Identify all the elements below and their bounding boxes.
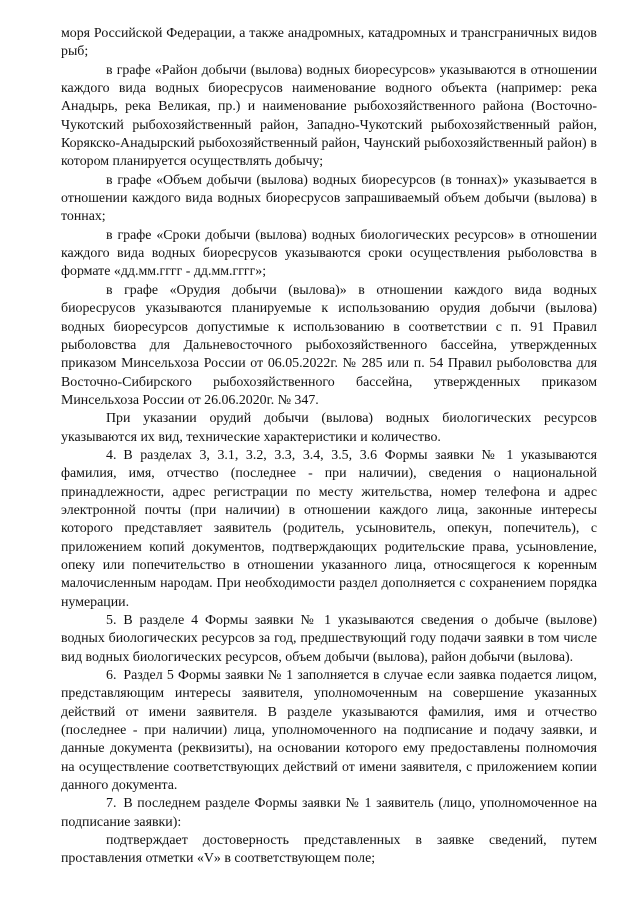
paragraph-district-column: в графе «Район добычи (вылова) водных биоресурсов» указываются в отношении каждого вида водных биоресрусов наименование водного объекта (например: река Анадырь, река Великая, пр.) и наименование рыбохозяйственного района (Восточно-Чукотский рыбохозяйственный район, Западно-Чукотский рыбохозяйственный район, Корякско-Анадырский рыбохозяйственный район, Чаунский рыбохозяйственный район) в котором планируется осуществлять добычу; [61, 62, 597, 170]
paragraph-item-6: 6. Раздел 5 Формы заявки № 1 заполняется в случае если заявка подается лицом, представляющим интересы заявителя, уполномоченным на совершение указанных действий от имени заявителя. В разделе указываются фамилия, имя и отчество (последнее - при наличии) лица, уполномоченного на подписание и подачу заявки, и данные документа (реквизиты), на основании которого ему предоставлены полномочия на осуществление соответствующих действий от имени заявителя, с приложением копии данного документа. [61, 668, 597, 794]
paragraph-volume-column: в графе «Объем добычи (вылова) водных биоресурсов (в тоннах)» указывается в отношении каждого вида водных биоресрусов запрашиваемый объем добычи (вылова) в тоннах; [61, 172, 597, 225]
paragraph-confirmation: подтверждает достоверность представленных в заявке сведений, путем проставления отметки «V» в соответствующем поле; [61, 833, 597, 867]
paragraph-dates-column: в графе «Сроки добычи (вылова) водных биологических ресурсов» в отношении каждого вида водных биоресрусов указываются сроки осуществления рыболовства в формате «дд.мм.гггг - дд.мм.гггг»; [61, 227, 597, 280]
paragraph-gear-details: При указании орудий добычи (вылова) водных биологических ресурсов указываются их вид, технические характеристики и количество. [61, 411, 597, 445]
paragraph-continuation: моря Российской Федерации, а также анадромных, катадромных и трансграничных видов рыб; [61, 26, 597, 60]
paragraph-gear-column: в графе «Орудия добычи (вылова)» в отношении каждого вида водных биоресрусов указываются планируемые к использованию орудия добычи (вылова) водных биоресурсов допустимые к использованию в соответствии с п. 91 Правил рыболовства для Дальневосточного рыбохозяйственного бассейна, утвержденных приказом Минсельхоза России от 06.05.2022г. № 285 или п. 54 Правил рыболовства для Восточно-Сибирского рыбохозяйственного бассейна, утвержденных приказом Минсельхоза России от 26.06.2020г. № 347. [61, 282, 597, 408]
paragraph-item-7: 7. В последнем разделе Формы заявки № 1 заявитель (лицо, уполномоченное на подписание заявки): [61, 796, 597, 830]
paragraph-item-5: 5. В разделе 4 Формы заявки № 1 указываются сведения о добыче (вылове) водных биологических ресурсов за год, предшествующий году подачи заявки в том числе вид водных биологических ресурсов, объем добычи (вылова), район добычи (вылова). [61, 613, 597, 665]
document-text [61, 25, 597, 869]
paragraph-item-4: 4. В разделах 3, 3.1, 3.2, 3.3, 3.4, 3.5, 3.6 Формы заявки № 1 указываются фамилия, имя, отчество (последнее - при наличии), сведения о национальной принадлежности, адрес регистрации по месту жительства, номер телефона и адрес электронной почты (при наличии) в отношении каждого лица, законные интересы которого представляет заявитель (родитель, усыновитель, опекун, попечитель), с приложением копий документов, подтверждающих родительские права, усыновление, опеку или попечительство в отношении указанного лица, относящегося к коренным малочисленным народам. При необходимости раздел дополняется с сохранением порядка нумерации. [61, 447, 597, 610]
